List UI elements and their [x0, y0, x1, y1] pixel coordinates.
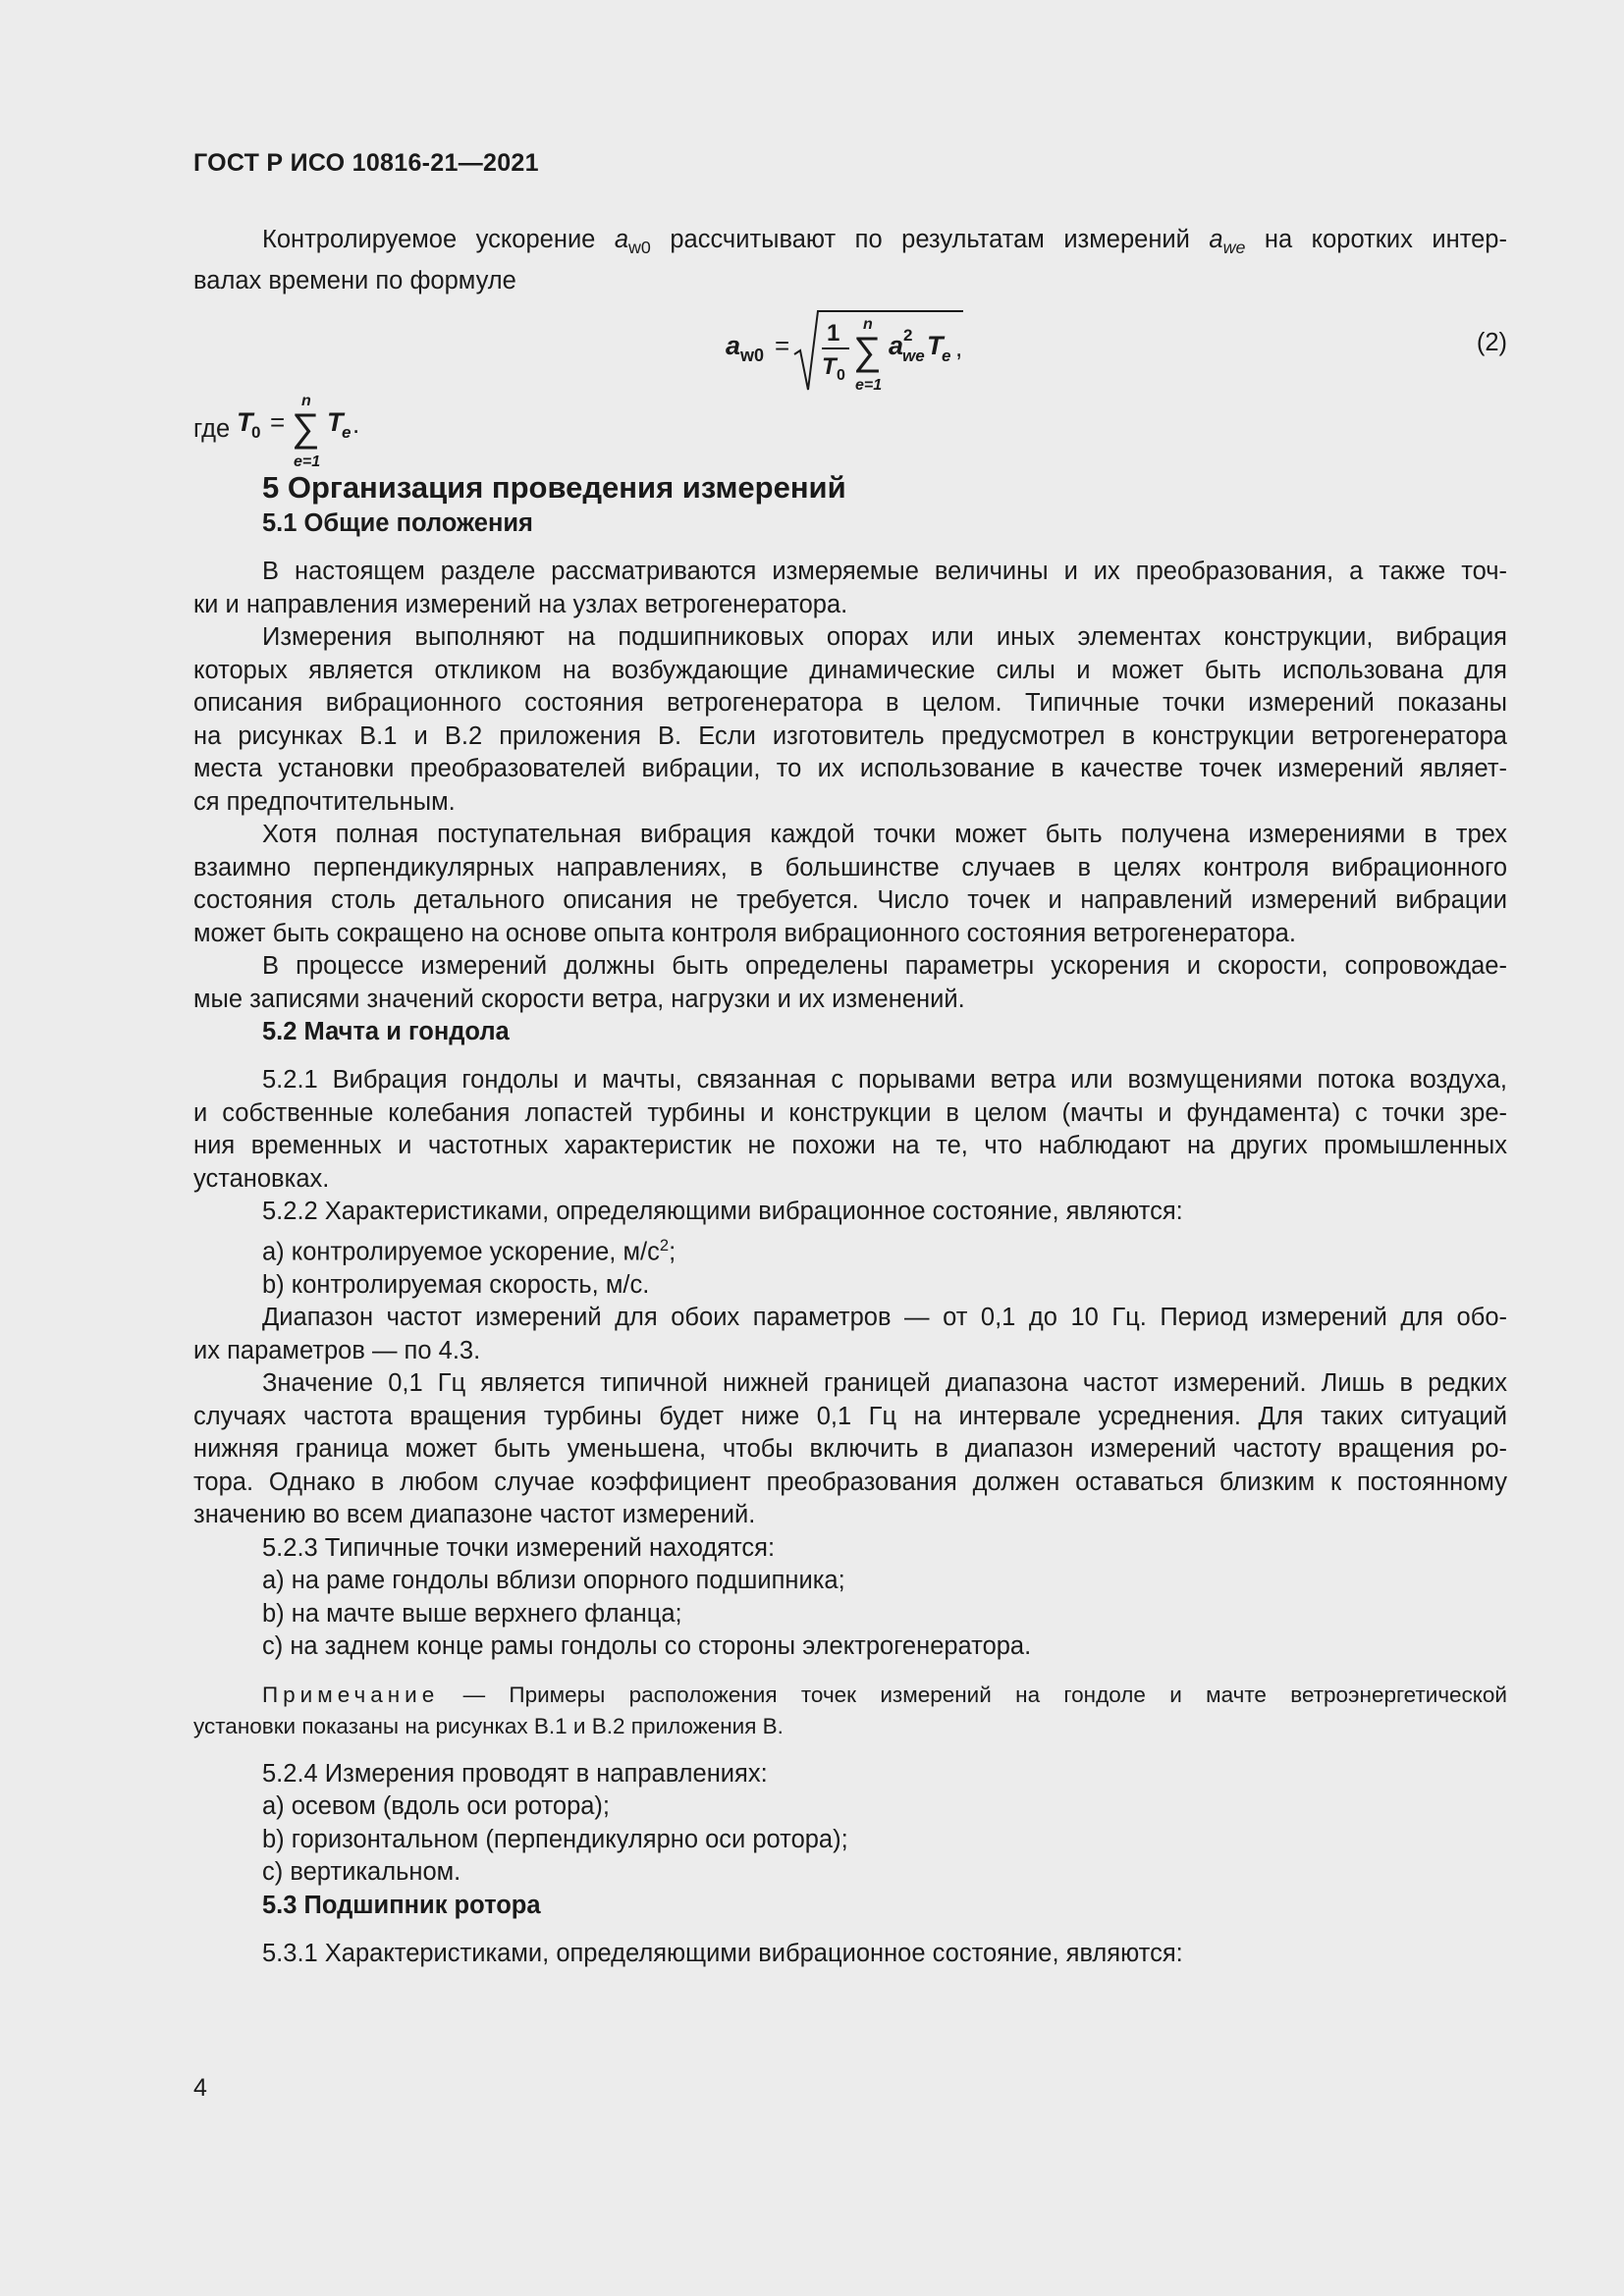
- formula-frac-den-sub: 0: [837, 367, 845, 385]
- section-5-2-range: Диапазон частот измерений для обоих параметров — от 0,1 до 10 Гц. Период измерений для обо- их параметров — по 4.3.: [193, 1304, 1507, 1364]
- formula-where: [193, 392, 1507, 468]
- section-5-2-2: 5.2.2 Характеристиками, определяющими вибрационное состояние, являются:: [262, 1198, 1183, 1226]
- formula-lhs-sub: w0: [740, 346, 765, 366]
- section-5-1-p2: Измерения выполняют на подшипниковых опорах или иных элементах конструкции, вибрация которых является откликом на возбуждающие динамические силы и может быть использована для описания вибрационного состояния ветрогенератора в целом. Типичные точки измерений показаны на рисунках В.1 и В.2 приложения В. Если изготовитель предусмотрел в конструкции ветрогенератора места установки преобразователей вибрации, то их использование в качестве точек измерений являет- ся предпочтительным.: [193, 623, 1507, 816]
- section-5-1-p3: Хотя полная поступательная вибрация каждой точки может быть получена измерениями в трех взаимно перпендикулярных направлениях, в большинстве случаев в целях контроля вибрационного состояния столь детального описания не требуется. Число точек и направлений измерений вибрации может быть сокращено на основе опыта контроля вибрационного состояния ветрогенератора.: [193, 821, 1507, 947]
- where-sigma: ∑: [292, 406, 320, 451]
- where-sum-top: n: [301, 393, 311, 410]
- intro-line-2: валах времени по формуле: [193, 266, 516, 294]
- note-label: Примечание: [262, 1682, 440, 1707]
- where-T: T: [237, 407, 253, 438]
- document-header: ГОСТ Р ИСО 10816-21—2021: [193, 149, 539, 177]
- list-item: c) вертикальном.: [262, 1858, 461, 1887]
- where-dot: .: [352, 409, 360, 440]
- list-item: а) осевом (вдоль оси ротора);: [262, 1792, 611, 1821]
- document-body: [193, 224, 1507, 1970]
- formula-sum-top: n: [863, 316, 873, 334]
- list-item: а) контролируемое ускорение, $м/с^2$;: [262, 1235, 677, 1266]
- list-item: а) на раме гондолы вблизи опорного подшипника;: [262, 1567, 845, 1595]
- formula-comma: ,: [955, 333, 963, 363]
- formula-term-T-sub: e: [942, 347, 951, 366]
- section-5-1-p4: В процессе измерений должны быть определены параметры ускорения и скорости, сопровождае- мые записями значений скорости ветра, нагрузки и их изменений.: [193, 952, 1507, 1013]
- page-number: 4: [193, 2074, 207, 2102]
- formula-lhs: a: [726, 331, 741, 361]
- section-5-2-3: 5.2.3 Типичные точки измерений находятся:: [262, 1533, 776, 1562]
- where-eq: =: [270, 407, 286, 438]
- where-label: где: [193, 415, 231, 444]
- formula-eq: =: [775, 331, 790, 361]
- formula-term: a: [889, 331, 904, 361]
- section-5-1-p1: В настоящем разделе рассматриваются измеряемые величины и их преобразования, а также точ- ки и направления измерений на узлах ветрогенератора.: [193, 558, 1507, 618]
- where-T-sub: 0: [251, 423, 261, 443]
- section-5-2-1: 5.2.1 Вибрация гондолы и мачты, связанная с порывами ветра или возмущениями потока воздуха, и собственные колебания лопастей турбины и конструкции в целом (мачты и фундамента) с точки зре- ния временных и частотных характеристик не похожи на те, что наблюдают на других промышленных установках.: [193, 1066, 1507, 1193]
- formula-frac-num: 1: [827, 320, 840, 347]
- list-item: c) на заднем конце рамы гондолы со стороны электрогенератора.: [262, 1632, 1032, 1661]
- where-term: T: [327, 407, 344, 438]
- where-sum-bottom: e=1: [294, 454, 321, 469]
- formula-frac-den: T: [822, 353, 837, 381]
- formula-term-sup: 2: [903, 326, 913, 346]
- section-5-title: 5 Организация проведения измерений: [262, 470, 846, 506]
- section-5-3-1: 5.3.1 Характеристиками, определяющими вибрационное состояние, являются:: [262, 1939, 1183, 1967]
- formula-2: [193, 305, 1507, 395]
- where-term-sub: e: [342, 423, 352, 443]
- note-block: [193, 1680, 1507, 1742]
- section-5-2-4: 5.2.4 Измерения проводят в направлениях:: [262, 1759, 768, 1788]
- formula-term-T: T: [927, 331, 944, 361]
- formula-term-sub: we: [902, 347, 925, 366]
- list-item: b) горизонтальном (перпендикулярно оси ротора);: [262, 1825, 848, 1853]
- formula-aw0: [724, 305, 979, 403]
- section-5-2-lower-bound: Значение 0,1 Гц является типичной нижней границей диапазона частот измерений. Лишь в редких случаях частота вращения турбины будет ниже 0,1 Гц на интервале усреднения. Для таких ситуаций нижняя граница может быть уменьшена, чтобы включить в диапазон измерений частоту вращения ро- тора. Однако в любом случае коэффициент преобразования должен оставаться близким к постоянному значению во всем диапазоне частот измерений.: [193, 1369, 1507, 1529]
- formula-sigma: ∑: [853, 330, 882, 374]
- list-item: b) на мачте выше верхнего фланца;: [262, 1599, 682, 1628]
- formula-sum-bottom: e=1: [855, 377, 883, 395]
- section-5-3-title: 5.3 Подшипник ротора: [262, 1891, 541, 1919]
- equation-number: (2): [1476, 329, 1507, 357]
- note-line-1: Примечание — Примеры расположения точек измерений на гондоле и мачте ветроэнергетической: [262, 1682, 1507, 1707]
- note-line-2: установки показаны на рисунках В.1 и В.2 приложения В.: [193, 1713, 784, 1738]
- list-item: b) контролируемая скорость, м/с.: [262, 1270, 650, 1299]
- formula-T0: [237, 390, 374, 468]
- section-5-1-title: 5.1 Общие положения: [262, 509, 533, 538]
- intro-line-1: Контролируемое ускорение $a_{w0}$ рассчитывают по результатам измерений $a_{we}$ на коротких интер-: [262, 226, 1507, 258]
- section-5-2-title: 5.2 Мачта и гондола: [262, 1018, 510, 1046]
